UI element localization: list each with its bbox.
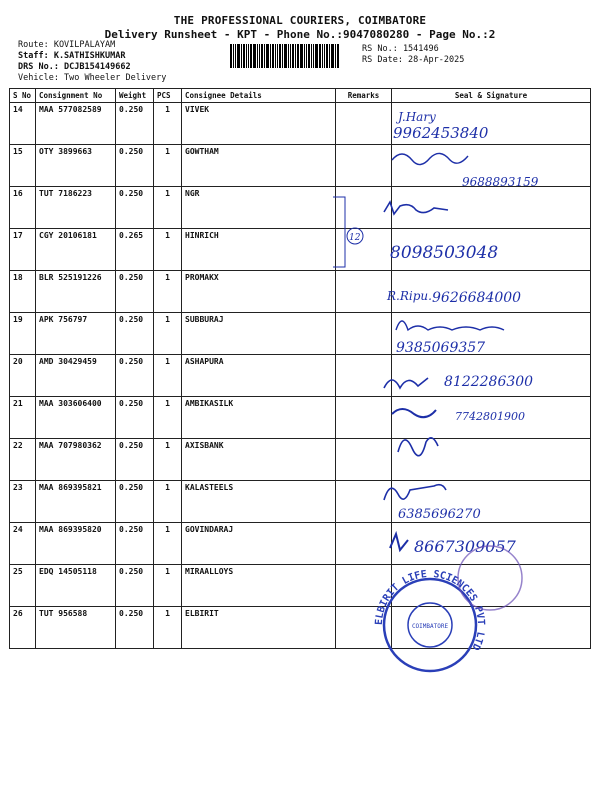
consignment-cell: MAA 869395821 [36,481,116,523]
remarks-cell [336,313,392,355]
sno-cell: 17 [10,229,36,271]
sno-cell: 22 [10,439,36,481]
signature-cell [392,145,591,187]
signature-cell [392,523,591,565]
remarks-cell [336,229,392,271]
sno-cell: 25 [10,565,36,607]
vehicle-label: Vehicle: Two Wheeler Delivery [18,73,167,83]
consignment-cell: MAA 707980362 [36,439,116,481]
remarks-cell [336,523,392,565]
remarks-cell [336,565,392,607]
pcs-cell: 1 [154,397,182,439]
consignment-cell: CGY 20106181 [36,229,116,271]
pcs-cell: 1 [154,103,182,145]
meta-right [362,44,464,66]
runsheet-subtitle: Delivery Runsheet - KPT - Phone No.:9047080280 - Page No.:2 [104,28,496,41]
table-row [10,439,591,481]
sno-cell: 16 [10,187,36,229]
pcs-cell: 1 [154,439,182,481]
table-row [10,313,591,355]
rs-no-label: RS No.: 1541496 [362,44,439,54]
pcs-cell: 1 [154,607,182,649]
remarks-cell [336,607,392,649]
table-row [10,187,591,229]
sno-cell: 19 [10,313,36,355]
signature-r14-name: J.Hary [398,110,436,124]
pcs-cell: 1 [154,355,182,397]
signature-cell [392,397,591,439]
weight-cell: 0.250 [116,397,154,439]
signature-r24-phone: 8667309057 [414,537,516,556]
consignee-cell: AMBIKASILK [182,397,336,439]
company-title: THE PROFESSIONAL COURIERS, COIMBATORE [173,14,427,27]
consignee-cell: ASHAPURA [182,355,336,397]
col-pcs: PCS [154,89,182,103]
consignee-cell: PROMAKX [182,271,336,313]
signature-cell [392,187,591,229]
remarks-cell [336,481,392,523]
col-consignment: Consignment No [36,89,116,103]
table-row [10,271,591,313]
weight-cell: 0.250 [116,187,154,229]
consignee-cell: MIRAALLOYS [182,565,336,607]
remarks-cell [336,439,392,481]
sno-cell: 21 [10,397,36,439]
weight-cell: 0.250 [116,145,154,187]
table-row [10,103,591,145]
consignment-cell: MAA 869395820 [36,523,116,565]
weight-cell: 0.250 [116,103,154,145]
remarks-cell [336,187,392,229]
weight-cell: 0.250 [116,355,154,397]
signature-cell [392,313,591,355]
consignment-cell: BLR 525191226 [36,271,116,313]
col-weight: Weight [116,89,154,103]
remarks-note: 12 [349,233,361,243]
pcs-cell: 1 [154,145,182,187]
consignee-cell: ELBIRIT [182,607,336,649]
signature-r18-phone: 9626684000 [432,290,522,306]
col-consignee: Consignee Details [182,89,336,103]
consignee-cell: VIVEK [182,103,336,145]
table-row [10,607,591,649]
consignment-cell: AMD 30429459 [36,355,116,397]
weight-cell: 0.250 [116,565,154,607]
pcs-cell: 1 [154,187,182,229]
consignment-cell: TUT 7186223 [36,187,116,229]
signature-r23-phone: 6385696270 [398,507,481,522]
pcs-cell: 1 [154,313,182,355]
barcode [230,44,355,68]
staff-label: Staff: K.SATHISHKUMAR [18,51,126,61]
table-row [10,481,591,523]
table-header-row [10,89,591,103]
consignment-cell: TUT 956588 [36,607,116,649]
signature-cell [392,355,591,397]
consignment-cell: MAA 303606400 [36,397,116,439]
signature-r21-phone: 7742801900 [455,410,525,423]
table-row [10,145,591,187]
meta-left [18,40,166,84]
signature-cell [392,229,591,271]
table-row [10,565,591,607]
pcs-cell: 1 [154,481,182,523]
remarks-cell [336,355,392,397]
weight-cell: 0.250 [116,271,154,313]
consignee-cell: GOWTHAM [182,145,336,187]
pcs-cell: 1 [154,565,182,607]
weight-cell: 0.250 [116,481,154,523]
table-row [10,229,591,271]
drs-label: DRS No.: DCJB154149662 [18,62,131,72]
weight-cell: 0.250 [116,313,154,355]
consignment-cell: APK 756797 [36,313,116,355]
table-row [10,355,591,397]
stamp-center-text: COIMBATORE [411,623,449,630]
table-row [10,523,591,565]
signature-r20-phone: 8122286300 [444,374,534,390]
signature-r15-phone: 9688893159 [462,175,539,189]
col-remarks: Remarks [336,89,392,103]
consignee-cell: SUBBURAJ [182,313,336,355]
sno-cell: 23 [10,481,36,523]
remarks-cell [336,145,392,187]
weight-cell: 0.250 [116,523,154,565]
rs-date-label: RS Date: 28-Apr-2025 [362,55,465,65]
sno-cell: 26 [10,607,36,649]
remarks-cell [336,271,392,313]
consignee-cell: NGR [182,187,336,229]
signature-cell [392,271,591,313]
signature-cell [392,439,591,481]
pcs-cell: 1 [154,229,182,271]
signature-r17-phone: 8098503048 [390,243,499,263]
weight-cell: 0.250 [116,439,154,481]
sno-cell: 18 [10,271,36,313]
col-sno: S No [10,89,36,103]
signature-cell [392,565,591,607]
sno-cell: 20 [10,355,36,397]
remarks-cell [336,397,392,439]
consignment-cell: EDQ 14505118 [36,565,116,607]
signature-cell [392,481,591,523]
sno-cell: 24 [10,523,36,565]
signature-r18-name: R.Ripu. [387,289,432,303]
consignee-cell: KALASTEELS [182,481,336,523]
sno-cell: 15 [10,145,36,187]
route-label: Route: KOVILPALAYAM [18,40,116,50]
pcs-cell: 1 [154,271,182,313]
signature-r14-phone: 9962453840 [393,124,489,142]
consignment-cell: MAA 577082589 [36,103,116,145]
weight-cell: 0.250 [116,607,154,649]
pcs-cell: 1 [154,523,182,565]
remarks-cell [336,103,392,145]
consignee-cell: AXISBANK [182,439,336,481]
col-signature: Seal & Signature [392,89,591,103]
weight-cell: 0.265 [116,229,154,271]
consignment-cell: OTY 3899663 [36,145,116,187]
consignee-cell: HINRICH [182,229,336,271]
consignee-cell: GOVINDARAJ [182,523,336,565]
signature-r19-phone: 9385069357 [396,340,486,356]
runsheet-table [9,88,591,649]
sno-cell: 14 [10,103,36,145]
signature-cell [392,103,591,145]
table-row [10,397,591,439]
stamp-ring-text: ELBIRIT LIFE SCIENCES PVT LTD [373,568,487,652]
signature-cell [392,607,591,649]
